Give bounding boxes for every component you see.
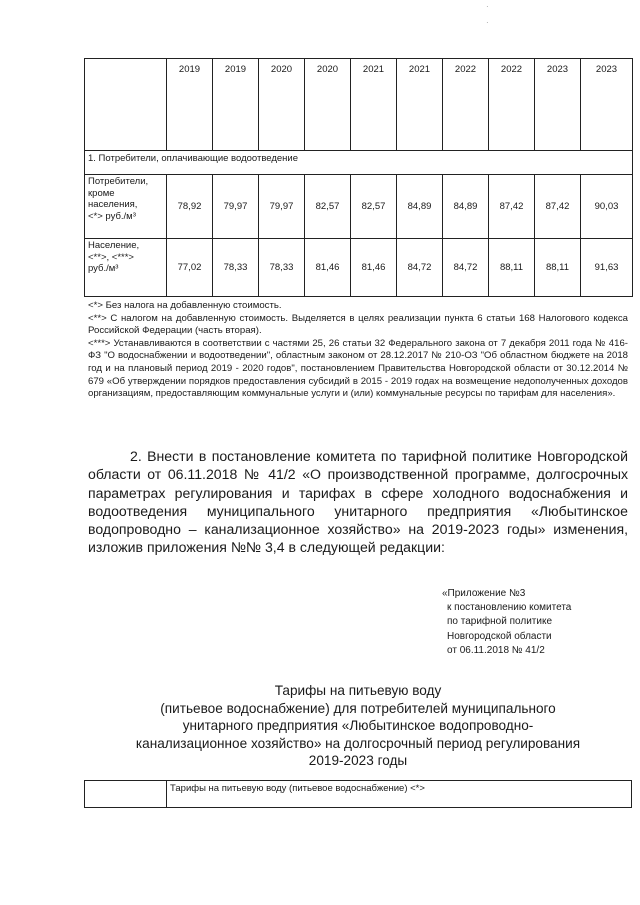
table-header-cell: Тарифы на питьевую воду (питьевое водоснабжение) <*> xyxy=(167,781,632,808)
table-header-row xyxy=(85,59,633,151)
table-footnotes xyxy=(88,300,628,401)
year-header: 2023 xyxy=(581,59,633,151)
table-row xyxy=(85,175,633,239)
tariff-value: 84,89 xyxy=(397,175,443,239)
year-header: 2019 xyxy=(167,59,213,151)
title-line: канализационное хозяйство» на долгосрочный период регулирования xyxy=(135,735,581,751)
paragraph-2: 2. Внести в постановление комитета по тарифной политике Новгородской области от 06.11.2018 № 41/2 «О производственной программе, долгосрочных параметрах регулирования и тарифах в сфере холодного водоснабжения и водоотведения муниципального унитарного предприятия «Любытинское водопроводно – канализационное хозяйство» на 2019-2023 годы» изменения, изложив приложения №№ 3,4 в следующей редакции: xyxy=(88,448,628,556)
scan-mark: · xyxy=(486,18,489,27)
row-label: Население, <**>, <***> руб./м³ xyxy=(85,239,167,297)
tariff-value: 91,63 xyxy=(581,239,633,297)
title-line: унитарного предприятия «Любытинское водопроводно- xyxy=(182,718,534,734)
tariff-value: 79,97 xyxy=(259,175,305,239)
footnote: <**> С налогом на добавленную стоимость. Выделяется в целях реализации пункта 6 статьи 168 Налогового кодекса Российской Федерации (часть вторая). xyxy=(88,312,628,337)
year-header: 2020 xyxy=(259,59,305,151)
tariff-value: 82,57 xyxy=(305,175,351,239)
title-line: Тарифы на питьевую воду xyxy=(274,683,442,698)
tariff-value: 87,42 xyxy=(535,175,581,239)
appendix-header xyxy=(442,587,638,658)
year-header: 2019 xyxy=(213,59,259,151)
table-corner-cell xyxy=(85,781,167,808)
tariff-value: 79,97 xyxy=(213,175,259,239)
appendix-line: Новгородской области xyxy=(447,630,552,642)
tariff-value: 81,46 xyxy=(305,239,351,297)
year-header: 2020 xyxy=(305,59,351,151)
section-label: 1. Потребители, оплачивающие водоотведение xyxy=(85,151,633,175)
tariff-value: 90,03 xyxy=(581,175,633,239)
tariff-value: 84,89 xyxy=(443,175,489,239)
tariff-value: 88,11 xyxy=(489,239,535,297)
footnote: <***> Устанавливаются в соответствии с частями 25, 26 статьи 32 Федерального закона от 7 декабря 2011 года № 416-ФЗ "О водоснабжении и водоотведении", областным законом от 28.12.2017 № 210-ОЗ "Об областном бюджете на 2018 год и на плановый период 2019 - 2020 годов", постановлением Правительства Новгородской области от 30.12.2014 № 679 «Об утверждении порядков предоставления субсидий в 2015 - 2019 годах на возмещение недополученных доходов организациям, предоставляющим коммунальные услуги и (или) коммунальные ресурсы по тарифам для населения». xyxy=(88,337,628,400)
tariff-value: 78,33 xyxy=(259,239,305,297)
appendix-line: от 06.11.2018 № 41/2 xyxy=(447,644,545,656)
appendix-line: «Приложение №3 xyxy=(442,588,526,599)
scan-mark: · xyxy=(486,2,489,11)
year-header: 2021 xyxy=(397,59,443,151)
section-title xyxy=(84,682,632,770)
tariff-value: 81,46 xyxy=(351,239,397,297)
appendix-line: по тарифной политике xyxy=(447,616,552,628)
year-header: 2021 xyxy=(351,59,397,151)
footnote: <*> Без налога на добавленную стоимость. xyxy=(88,300,282,311)
tariff-value: 78,92 xyxy=(167,175,213,239)
year-header: 2022 xyxy=(443,59,489,151)
tariff-table-drinking-water xyxy=(84,780,632,808)
row-label: Потребители, кроме населения, <*> руб./м³ xyxy=(85,175,167,239)
title-line: (питьевое водоснабжение) для потребителей муниципального xyxy=(160,700,556,716)
tariff-value: 84,72 xyxy=(443,239,489,297)
title-line: 2019-2023 годы xyxy=(308,753,408,769)
tariff-value: 84,72 xyxy=(397,239,443,297)
tariff-value: 82,57 xyxy=(351,175,397,239)
tariff-value: 87,42 xyxy=(489,175,535,239)
tariff-value: 77,02 xyxy=(167,239,213,297)
table-corner-cell xyxy=(85,59,167,151)
table-row xyxy=(85,239,633,297)
tariff-table-sewerage xyxy=(84,58,633,297)
table-header-row xyxy=(85,781,632,808)
tariff-value: 78,33 xyxy=(213,239,259,297)
appendix-line: к постановлению комитета xyxy=(447,602,572,614)
table-section-row xyxy=(85,151,633,175)
tariff-value: 88,11 xyxy=(535,239,581,297)
year-header: 2023 xyxy=(535,59,581,151)
year-header: 2022 xyxy=(489,59,535,151)
